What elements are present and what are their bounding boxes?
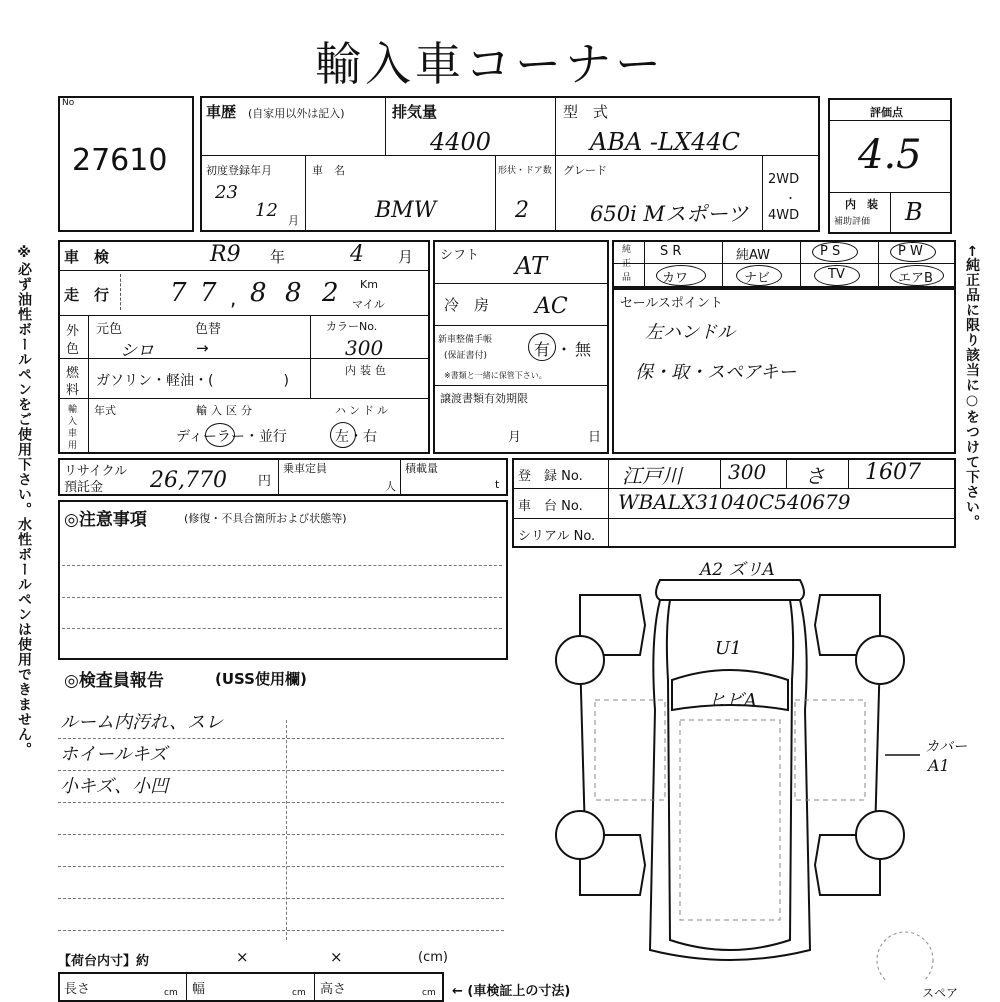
interior-color-label: 内装色 <box>345 364 390 377</box>
mileage-unit-km: Km <box>360 278 378 291</box>
import-year-label: 年式 <box>94 404 116 417</box>
transfer-docs-label: 譲渡書類有効期限 <box>440 392 528 405</box>
genuine-navi: ナビ <box>744 271 771 286</box>
genuine-airbag: エアB <box>898 271 933 286</box>
doors-value: 2 <box>515 198 529 223</box>
interior-rating-label1: 内 装 <box>845 198 878 211</box>
transfer-docs-month: 月 <box>508 430 522 445</box>
mileage-digit-1: 7 <box>170 278 187 308</box>
registration-number: 1607 <box>865 460 921 485</box>
import-label-2: 入 <box>68 417 78 427</box>
cargo-width-cm: cm <box>292 988 306 998</box>
car-name-label: 車 名 <box>312 164 345 177</box>
transfer-docs-day: 日 <box>588 430 602 445</box>
fuel-label-1: 燃 <box>66 366 80 381</box>
lot-number-box <box>58 96 194 232</box>
handle-left-circle <box>330 422 356 448</box>
cargo-unit: (cm) <box>418 950 448 965</box>
genuine-tv: TV <box>828 267 845 282</box>
car-diagram <box>550 560 950 980</box>
service-book-no: 無 <box>575 340 592 359</box>
genuine-label-2: 正 <box>622 259 632 269</box>
circle-airbag <box>890 265 944 286</box>
chassis-label: 車 台 No. <box>518 499 583 514</box>
interior-rating-label2: 補助評価 <box>834 217 871 227</box>
service-book-label: 新車整備手帳 <box>438 335 493 345</box>
history-label: 車歴 <box>206 103 237 121</box>
import-label-4: 用 <box>68 441 78 451</box>
load-unit: t <box>495 478 500 491</box>
genuine-label-3: 品 <box>622 273 632 283</box>
circle-ps <box>812 242 858 262</box>
registration-label: 登 録 No. <box>518 469 583 484</box>
handle-options: 左・右 <box>335 429 377 445</box>
shaken-year-unit: 年 <box>270 248 286 266</box>
service-book-yes-circle <box>528 333 556 361</box>
color-label-2: 色 <box>66 342 80 357</box>
cargo-height-label: 高さ <box>320 982 347 997</box>
shaken-month: 4 <box>350 242 364 267</box>
capacity-label: 乗車定員 <box>283 462 327 475</box>
service-book-note: ※書類と一緒に保管下さい。 <box>444 371 547 380</box>
import-division-options: ディーラー・並行 <box>176 429 287 445</box>
lot-no-label: No <box>62 98 75 108</box>
shaken-year: R9 <box>210 242 241 267</box>
sales-point-line-1: 左ハンドル <box>645 322 735 343</box>
service-book-yes: 有 <box>534 340 551 359</box>
cargo-dimensions-box <box>58 972 444 1002</box>
sales-points-label: セールスポイント <box>620 296 723 311</box>
left-side-note: ※必ず油性ボールペンをご使用下さい。水性ボールペンは使用できません。 <box>16 245 32 757</box>
model-type-label: 型 式 <box>563 103 609 121</box>
inspector-line-1: ルーム内汚れ、スレ <box>60 712 224 733</box>
load-label: 積載量 <box>405 462 438 475</box>
drive-4wd: 4WD <box>768 208 800 223</box>
cargo-x2: × <box>330 948 343 966</box>
registration-kana: さ <box>805 464 825 488</box>
fuel-label-2: 料 <box>66 383 80 398</box>
orig-color-label: 元色 <box>96 322 123 337</box>
color-arrow: → <box>196 339 209 357</box>
service-book-sep: ・ <box>556 340 573 359</box>
diagram-note-side-1: カバー <box>925 739 967 755</box>
circle-navi <box>736 265 782 286</box>
interior-rating-value: B <box>905 198 923 226</box>
cargo-arrow-note: ← (車検証上の寸法) <box>452 984 571 999</box>
genuine-label-1: 純 <box>622 245 632 255</box>
serial-label: シリアル No. <box>518 529 596 544</box>
displacement-value: 4400 <box>430 128 492 156</box>
ac-value: AC <box>535 294 568 319</box>
grade-value: 650i Mスポーツ <box>590 202 749 226</box>
import-division-circle <box>205 423 235 447</box>
spare-label: スペア <box>922 986 959 1000</box>
first-reg-month-unit: 月 <box>288 214 299 227</box>
notes-title: ◎注意事項 <box>64 510 147 530</box>
genuine-ps: P S <box>820 244 841 259</box>
diagram-note-top: A2 ズリA <box>700 560 775 580</box>
chassis-value: WBALX31040C540679 <box>618 490 851 514</box>
diagram-note-roof: U1 <box>715 638 742 659</box>
shift-label: シフト <box>440 248 480 263</box>
first-reg-label: 初度登録年月 <box>206 164 272 177</box>
drive-2wd: 2WD <box>768 172 800 187</box>
model-type-value: ABA -LX44C <box>590 128 740 156</box>
mileage-digit-2: 7 <box>200 278 217 308</box>
displacement-label: 排気量 <box>392 103 438 121</box>
mileage-digit-5: 2 <box>322 278 339 308</box>
cargo-width-label: 幅 <box>192 982 206 997</box>
shift-value: AT <box>515 252 548 280</box>
cargo-length-label: 長さ <box>64 982 91 997</box>
grade-label: グレード <box>563 164 607 177</box>
registration-class: 300 <box>728 460 767 484</box>
rating-value: 4.5 <box>858 132 922 178</box>
first-reg-year: 23 <box>215 182 238 203</box>
fuel-options: ガソリン・軽油・( ) <box>96 373 289 389</box>
circle-leather <box>656 265 706 286</box>
notes-subtitle: (修復・不具合箇所および状態等) <box>184 512 347 525</box>
color-code-label: カラーNo. <box>326 320 378 333</box>
cargo-label: 【荷台内寸】約 <box>58 954 150 969</box>
recycle-label-1: リサイクル <box>64 464 128 479</box>
import-label-1: 輸 <box>68 405 78 415</box>
circle-pw <box>890 242 936 262</box>
sales-point-line-2: 保・取・スペアキー <box>635 362 797 383</box>
mileage-label: 走 行 <box>64 286 110 304</box>
cargo-height-cm: cm <box>422 988 436 998</box>
page-title: 輸入車コーナー <box>315 37 665 91</box>
rating-label: 評価点 <box>870 106 903 119</box>
recycle-label-2: 預託金 <box>64 480 104 495</box>
cargo-length-cm: cm <box>164 988 178 998</box>
recycle-unit: 円 <box>258 474 272 489</box>
doors-label: 形状・ドア数 <box>498 166 552 176</box>
change-color-label: 色替 <box>195 322 222 337</box>
car-name-value: BMW <box>375 198 437 223</box>
import-label-3: 車 <box>68 429 78 439</box>
color-label-1: 外 <box>66 324 80 339</box>
genuine-leather: カワ <box>662 271 689 286</box>
cargo-x1: × <box>236 948 249 966</box>
inspector-line-2: ホイールキズ <box>60 744 168 765</box>
diagram-note-windshield: ヒビA <box>708 690 757 711</box>
mileage-digit-3: 8 <box>250 278 267 308</box>
shaken-label: 車 検 <box>64 248 110 266</box>
genuine-aw: 純AW <box>736 248 771 263</box>
ac-label: 冷 房 <box>444 296 490 314</box>
color-code-value: 300 <box>345 336 384 360</box>
lot-number: 27610 <box>72 143 168 178</box>
inspector-title: ◎検査員報告 <box>64 671 164 691</box>
import-division-label: 輸入区分 <box>196 404 256 417</box>
capacity-unit: 人 <box>385 480 396 493</box>
mileage-unit-mile: マイル <box>352 298 385 311</box>
genuine-pw: P W <box>898 244 923 259</box>
recycle-value: 26,770 <box>150 468 227 493</box>
handle-label: ハンドル <box>335 404 391 417</box>
diagram-note-side-2: A1 <box>928 756 950 775</box>
mileage-digit-4: 8 <box>285 278 302 308</box>
drive-dot: ・ <box>785 192 796 205</box>
right-side-note: ←純正品に限り該当に○をつけて下さい。 <box>964 245 980 530</box>
orig-color-value: シロ <box>120 341 154 361</box>
history-note: (自家用以外は記入) <box>248 107 345 120</box>
shaken-month-unit: 月 <box>398 248 414 266</box>
mileage-comma: , <box>230 286 237 310</box>
first-reg-month: 12 <box>255 200 278 221</box>
inspector-line-3: 小キズ、小凹 <box>60 776 169 797</box>
circle-tv <box>814 265 860 286</box>
service-book-sub: (保証書付) <box>444 351 488 361</box>
inspector-subtitle: (USS使用欄) <box>215 670 307 688</box>
registration-area: 江戸川 <box>622 464 682 488</box>
genuine-sr: S R <box>660 244 682 259</box>
